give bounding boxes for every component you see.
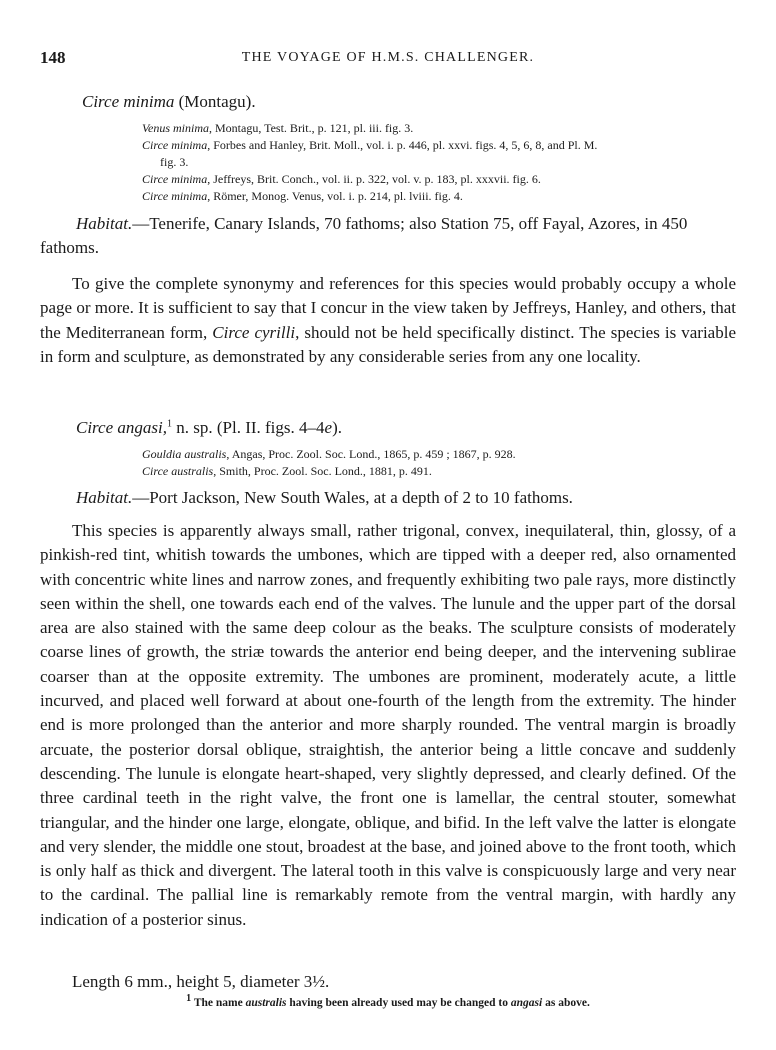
synonym-name: Circe minima xyxy=(142,189,208,203)
synonym-line-continuation xyxy=(40,154,736,171)
paragraph-text: , should not be held specifically distinct. The species is variable in form and sculpture, as demonstrated by any considerable series from any one locality. xyxy=(40,322,736,366)
footnote-italic: australis xyxy=(245,996,287,1009)
synonym-ref: , Forbes and Hanley, Brit. Moll., vol. i. p. 446, pl. xxvi. figs. 4, 5, 6, 8, and Pl. M. xyxy=(207,138,598,152)
measurements xyxy=(40,970,736,994)
synonymy-list-1 xyxy=(40,120,736,205)
remarks-paragraph-1 xyxy=(40,272,736,369)
synonym-line xyxy=(40,463,736,480)
synonym-line xyxy=(40,120,736,137)
habitat-label: Habitat. xyxy=(76,214,133,233)
synonym-ref: , Römer, Monog. Venus, vol. i. p. 214, pl. lviii. fig. 4. xyxy=(207,189,463,203)
description-text: This species is apparently always small, rather trigonal, convex, inequilateral, thin, glossy, of a pinkish-red tint, whitish towards the umbones, which are tipped with a deeper red, also ornamented with concentric white lines and narrow zones, and frequently exhibiting two pale rays, more distinctly seen within the shell, one towards each end of the valves. The lunule and the upper part of the dorsal area are also stained with the same deep colour as the beaks. The sculpture consists of moderately coarse lines of growth, the striæ towards the anterior end being deeper, and the intervening sublirae coarser than at the opposite extremity. The umbones are prominent, moderately acute, a little incurved, and placed well forward at about one-fourth of the length from the extremity. The hinder end is more prolonged than the anterior and more sharply rounded. The ventral margin is broadly arcuate, the posterior dorsal oblique, straightish, the anterior being a little concave and suddenly descending. The lunule is elongate heart-shaped, very slightly depressed, and clearly defined. Of the three cardinal teeth in the right valve, the front one is lamellar, the central stouter, somewhat triangular, and the hinder one large, elongate, oblique, and bifid. In the left valve the latter is elongate and very slender, the middle one stout, broadest at the base, and joined above to the front tooth, which is only half as thick and divergent. The lateral tooth in this valve is conspicuously large and very near to the cardinal. The pallial line is remarkably remote from the ventral margin, with hardly any indication of a posterior sinus. xyxy=(40,521,736,929)
habitat-1 xyxy=(40,212,736,260)
synonymy-list-2 xyxy=(40,446,736,480)
synonym-name: Gouldia australis xyxy=(142,447,227,461)
habitat-2 xyxy=(40,486,736,510)
species-name: Circe angasi, xyxy=(76,418,167,437)
footnote-number: 1 xyxy=(186,993,192,1004)
footnote xyxy=(40,993,736,1009)
synonym-name: Circe australis xyxy=(142,464,214,478)
paragraph-text: To give the complete synonymy and references for this species would probably occupy a whole page or more. It is sufficient to say that I concur in the view taken by Jeffreys, Hanley, and others, that the Mediterranean form, xyxy=(40,274,737,342)
habitat-text: —Tenerife, Canary Islands, 70 fathoms; also Station 75, off Fayal, Azores, in 450 fathoms. xyxy=(40,214,688,257)
footnote-mark: 1 xyxy=(166,418,172,430)
species-name: Circe minima xyxy=(82,92,175,111)
synonym-name: Circe minima xyxy=(142,172,208,186)
synonym-ref: , Montagu, Test. Brit., p. 121, pl. iii. fig. 3. xyxy=(209,121,414,135)
species-author-italic: e xyxy=(324,418,333,437)
measurements-text: Length 6 mm., height 5, diameter 3½. xyxy=(72,972,330,991)
footnote-text: The name xyxy=(191,996,246,1009)
synonym-ref: , Angas, Proc. Zool. Soc. Lond., 1865, p. 459 ; 1867, p. 928. xyxy=(226,447,516,461)
synonym-line xyxy=(40,188,736,205)
species-author: (Montagu). xyxy=(174,92,256,111)
paragraph-italic: Circe cyrilli xyxy=(212,322,296,342)
synonym-ref: , Jeffreys, Brit. Conch., vol. ii. p. 322, vol. v. p. 183, pl. xxxvii. fig. 6. xyxy=(207,172,541,186)
synonym-line xyxy=(40,446,736,463)
synonym-continuation: fig. 3. xyxy=(160,155,189,169)
species-heading-circe-angasi xyxy=(40,418,736,438)
synonym-name: Circe minima xyxy=(142,138,208,152)
species-author-end: ). xyxy=(332,418,342,437)
synonym-line xyxy=(40,137,736,154)
running-head: THE VOYAGE OF H.M.S. CHALLENGER. xyxy=(241,50,535,65)
footnote-text: having been already used may be changed to xyxy=(286,996,511,1009)
footnote-text: as above. xyxy=(542,996,590,1009)
page-header xyxy=(40,48,736,70)
description-paragraph xyxy=(40,519,736,932)
synonym-ref: , Smith, Proc. Zool. Soc. Lond., 1881, p. 491. xyxy=(213,464,432,478)
species-author: n. sp. (Pl. II. figs. 4–4 xyxy=(171,418,325,437)
habitat-text: —Port Jackson, New South Wales, at a depth of 2 to 10 fathoms. xyxy=(132,488,573,507)
species-heading-circe-minima xyxy=(40,92,736,112)
synonym-name: Venus minima xyxy=(142,121,209,135)
synonym-line xyxy=(40,171,736,188)
habitat-label: Habitat. xyxy=(76,488,133,507)
page-number: 148 xyxy=(40,48,66,67)
footnote-italic: angasi xyxy=(510,996,543,1009)
